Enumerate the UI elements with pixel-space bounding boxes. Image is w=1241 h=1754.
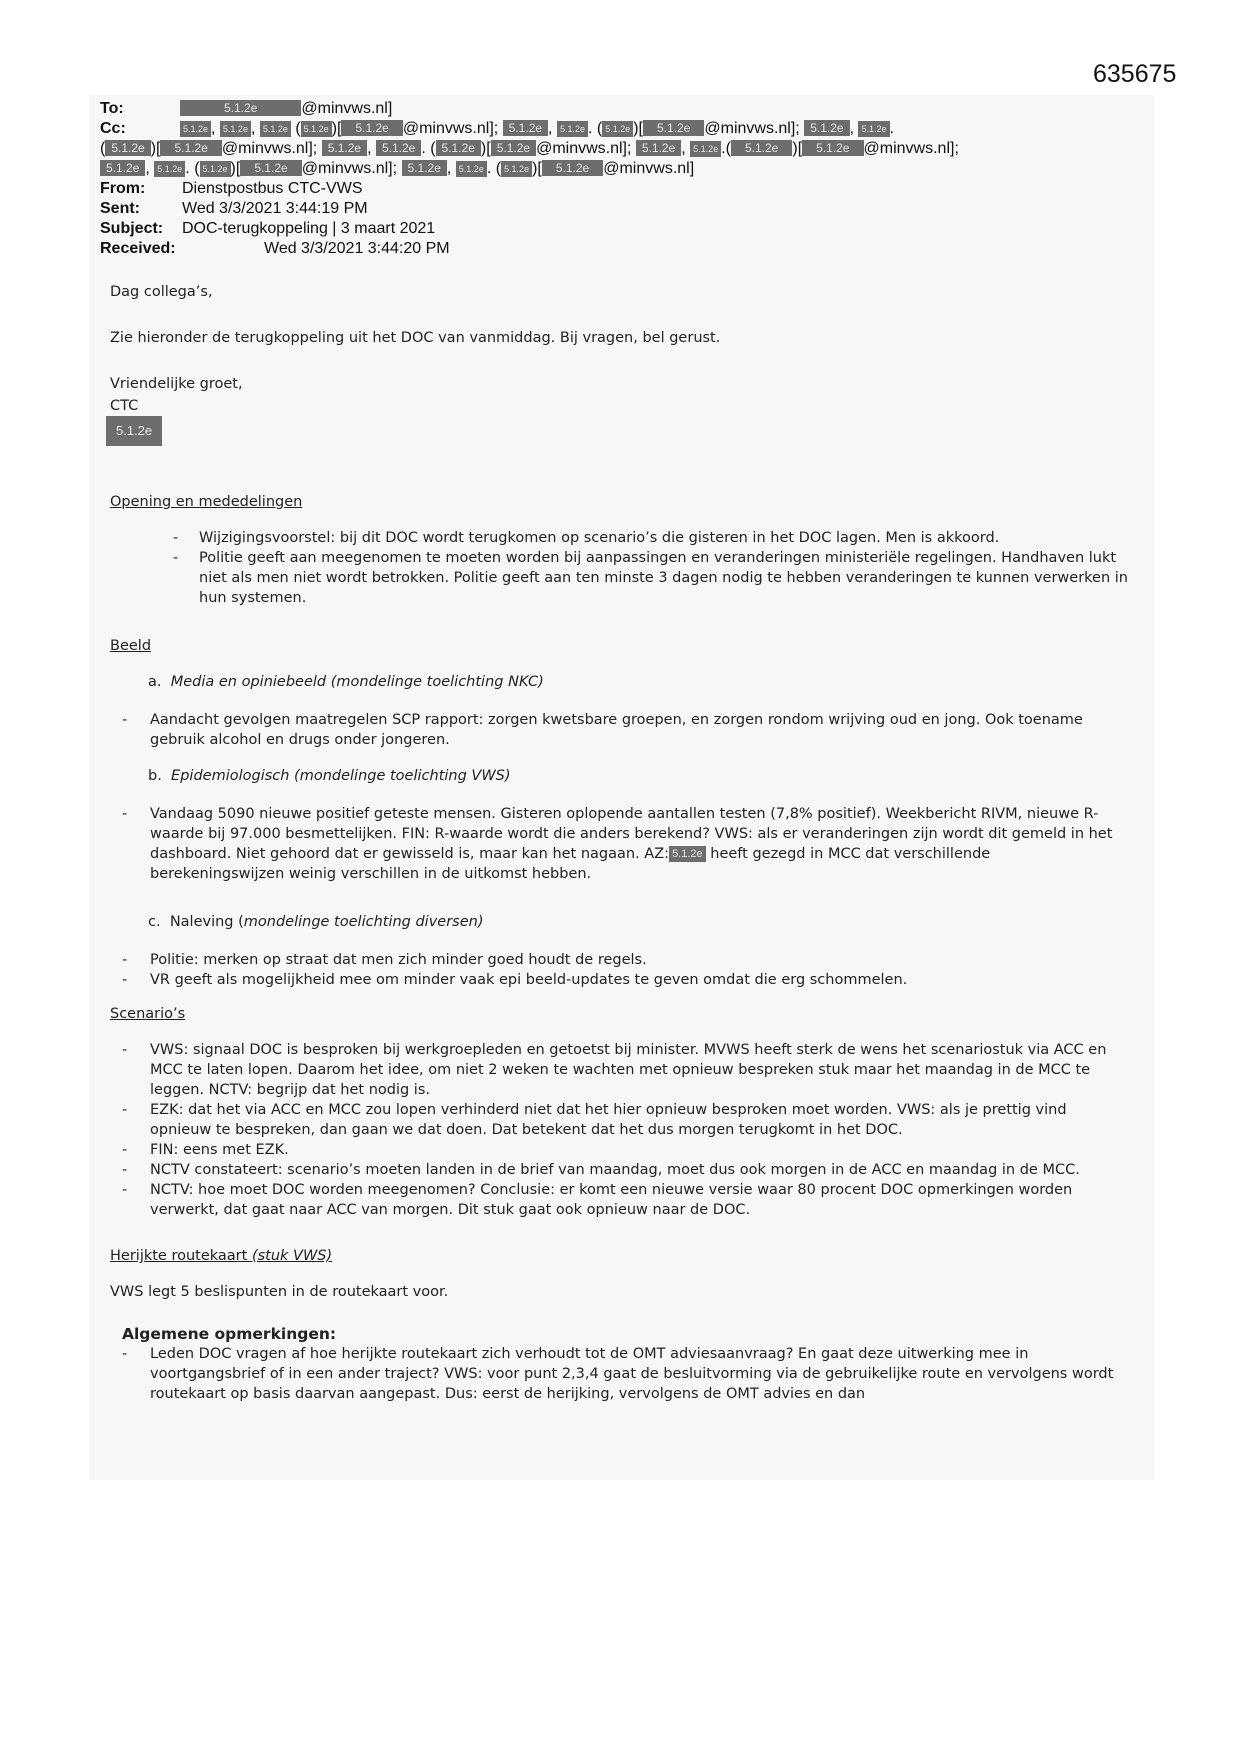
sent-line xyxy=(100,199,368,219)
redaction: 5.1.2e xyxy=(804,120,849,136)
opening-list xyxy=(173,528,1133,608)
redaction: 5.1.2e xyxy=(557,121,588,137)
redaction: 5.1.2e xyxy=(643,120,704,136)
received-label: Received: xyxy=(100,240,176,257)
redaction: 5.1.2e xyxy=(322,140,367,156)
routekaart-title-italic: (stuk VWS) xyxy=(251,1248,333,1264)
subsection-a-label: a. xyxy=(148,674,162,690)
section-title-scenarios: Scenario’s xyxy=(110,1006,186,1022)
received-value: Wed 3/3/2021 3:44:20 PM xyxy=(264,240,450,257)
redaction: 5.1.2e xyxy=(160,140,221,156)
subsection-c xyxy=(148,912,484,932)
subsection-b xyxy=(148,766,511,786)
cc-domain: @minvws.nl]; xyxy=(863,140,959,157)
list-item: - VWS: signaal DOC is besproken bij werkgroepleden en getoetst bij minister. MVWS heeft sterk de wens het scenariostuk via ACC en MCC te laten lopen. Daarom het idee, om niet 2 weken te wachten met opnieuw bespreken stuk maar het maandag in de MCC te leggen. NCTV: begrijp dat het nodig is. xyxy=(122,1040,1122,1100)
list-item: - VR geeft als mogelijkheid mee om minder vaak epi beeld-updates te geven omdat die erg schommelen. xyxy=(122,970,1122,990)
redaction: 5.1.2e xyxy=(376,140,421,156)
beeld-b-list xyxy=(122,804,1122,884)
epi-text-2: heeft gezegd in MCC dat verschillende berekeningswijzen weinig verschillen in de uitkomst hebben. xyxy=(150,846,991,882)
remarks-list xyxy=(122,1344,1122,1404)
cc-label: Cc: xyxy=(100,120,126,137)
document-number: 635675 xyxy=(1093,60,1177,88)
section-title-opening: Opening en mededelingen xyxy=(110,494,303,510)
subsection-a-title: Media en opiniebeeld (mondelinge toelichting NKC) xyxy=(170,674,544,690)
redaction: 5.1.2e xyxy=(542,160,603,176)
list-item: - EZK: dat het via ACC en MCC zou lopen verhinderd niet dat het hier opnieuw besproken moet worden. VWS: als je prettig vind opnieuw te bespreken, dan gaan we dat doen. Dat betekent dat het dus morgen terugkomt in het DOC. xyxy=(122,1100,1122,1140)
list-item: - Politie: merken op straat dat men zich minder goed houdt de regels. xyxy=(122,950,1122,970)
cc-line-1: Cc: 5.1.2e , 5.1.2e , 5.1.2e ( 5.1.2e )[ 5.1.2e @minvws.nl]; 5.1.2e , 5.1.2e . ( 5.1.2e )[ 5.1.2e @minvws.nl]; 5.1.2e , 5.1.2e . xyxy=(100,120,894,137)
subsection-b-label: b. xyxy=(148,768,162,784)
redaction: 5.1.2e xyxy=(106,416,162,446)
epi-text-1: Vandaag 5090 nieuwe positief geteste mensen. Gisteren oplopende aantallen testen (7,8% positief). Weekbericht RIVM, nieuwe R-waarde bij 97.000 besmettelijken. FIN: R-waarde wordt die anders berekend? VWS: als er veranderingen zijn wordt dit gemeld in het dashboard. Niet gehoord dat er gewisseld is, maar kan het nagaan. AZ: xyxy=(150,806,1113,862)
sender-org: CTC xyxy=(110,398,139,414)
closing: Vriendelijke groet, xyxy=(110,376,243,392)
cc-line-2: ( 5.1.2e )[ 5.1.2e @minvws.nl]; 5.1.2e , 5.1.2e . ( 5.1.2e )[ 5.1.2e @minvws.nl]; 5.1.2e , 5.1.2e .( 5.1.2e )[ 5.1.2e @minvws.nl]; xyxy=(100,140,959,157)
redaction: 5.1.2e xyxy=(220,121,251,137)
section-title-beeld: Beeld xyxy=(110,638,152,654)
cc-domain: @minvws.nl]; xyxy=(704,120,800,137)
subsection-c-title-italic: mondelinge toelichting diversen) xyxy=(243,914,484,930)
cc-domain: @minvws.nl]; xyxy=(221,140,318,157)
redaction: 5.1.2e xyxy=(731,140,792,156)
list-item xyxy=(122,804,1122,884)
redaction: 5.1.2e xyxy=(636,140,681,156)
beeld-c-list xyxy=(122,950,1122,990)
redaction: 5.1.2e xyxy=(105,140,150,156)
list-item: - Wijzigingsvoorstel: bij dit DOC wordt terugkomen op scenario’s die gisteren in het DOC lagen. Men is akkoord. xyxy=(173,528,1133,548)
redaction: 5.1.2e xyxy=(100,160,145,176)
redaction: 5.1.2e xyxy=(180,100,301,116)
redaction: 5.1.2e xyxy=(690,141,721,157)
section-title-routekaart xyxy=(110,1246,332,1266)
sent-value: Wed 3/3/2021 3:44:19 PM xyxy=(182,200,368,217)
redaction: 5.1.2e xyxy=(602,121,633,137)
cc-domain: @minvws.nl]; xyxy=(536,140,632,157)
subject-label: Subject: xyxy=(100,220,164,237)
redaction: 5.1.2e xyxy=(501,161,532,177)
list-item: - Aandacht gevolgen maatregelen SCP rapport: zorgen kwetsbare groepen, en zorgen rondom wrijving oud en jong. Ook toename gebruik alcohol en drugs onder jongeren. xyxy=(122,710,1122,750)
list-item: - FIN: eens met EZK. xyxy=(122,1140,1122,1160)
to-label: To: xyxy=(100,100,124,117)
redaction: 5.1.2e xyxy=(491,140,536,156)
subsection-c-label: c. xyxy=(148,914,161,930)
scanned-page-area xyxy=(89,95,1154,1480)
intro-text: Zie hieronder de terugkoppeling uit het DOC van vanmiddag. Bij vragen, bel gerust. xyxy=(110,330,721,346)
redaction: 5.1.2e xyxy=(858,121,889,137)
redaction: 5.1.2e xyxy=(240,160,301,176)
subsection-b-title: Epidemiologisch (mondelinge toelichting VWS) xyxy=(171,768,511,784)
from-line xyxy=(100,179,363,199)
from-label: From: xyxy=(100,180,146,197)
redaction: 5.1.2e xyxy=(802,140,863,156)
list-item: - Leden DOC vragen af hoe herijkte routekaart zich verhoudt tot de OMT adviesaanvraag? En gaat deze uitwerking mee in voortgangsbrief of in een ander traject? VWS: voor punt 2,3,4 gaat de besluitvorming via de gebruikelijke route en vervolgens wordt routekaart op basis daarvan aangepast. Dus: eerst de herijking, vervolgens de OMT advies en dan xyxy=(122,1344,1122,1404)
scenarios-list xyxy=(122,1040,1122,1220)
remarks-title: Algemene opmerkingen: xyxy=(122,1325,337,1343)
redaction: 5.1.2e xyxy=(180,121,211,137)
cc-line-3: 5.1.2e , 5.1.2e . ( 5.1.2e )[ 5.1.2e @minvws.nl]; 5.1.2e , 5.1.2e . ( 5.1.2e )[ 5.1.2e @minvws.nl] xyxy=(100,159,694,179)
to-line xyxy=(100,99,392,119)
redaction: 5.1.2e xyxy=(301,121,332,137)
list-item: - Politie geeft aan meegenomen te moeten worden bij aanpassingen en veranderingen ministeriële regelingen. Handhaven lukt niet als men niet wordt betrokken. Politie geeft aan ten minste 3 dagen nodig te hebben veranderingen te kunnen verwerken in hun systemen. xyxy=(173,548,1133,608)
cc-domain: @minvws.nl]; xyxy=(402,120,499,137)
beeld-a-list xyxy=(122,710,1122,750)
redaction: 5.1.2e xyxy=(200,161,231,177)
to-domain: @minvws.nl] xyxy=(301,100,393,117)
subsection-a xyxy=(148,672,544,692)
subject-value: DOC-terugkoppeling | 3 maart 2021 xyxy=(182,220,436,237)
list-item: - NCTV: hoe moet DOC worden meegenomen? Conclusie: er komt een nieuwe versie waar 80 procent DOC opmerkingen worden verwerkt, dat gaat naar ACC van morgen. Dit stuk gaat ook opnieuw naar de DOC. xyxy=(122,1180,1122,1220)
redaction: 5.1.2e xyxy=(669,846,706,862)
redaction: 5.1.2e xyxy=(341,120,402,136)
routekaart-title: Herijkte routekaart xyxy=(110,1248,252,1264)
subsection-c-title: Naleving ( xyxy=(169,914,244,930)
redaction: 5.1.2e xyxy=(402,160,447,176)
routekaart-intro: VWS legt 5 beslispunten in de routekaart voor. xyxy=(110,1284,449,1300)
redaction: 5.1.2e xyxy=(456,161,487,177)
list-item: - NCTV constateert: scenario’s moeten landen in de brief van maandag, moet dus ook morgen in de ACC en maandag in de MCC. xyxy=(122,1160,1122,1180)
redaction: 5.1.2e xyxy=(436,140,481,156)
redaction: 5.1.2e xyxy=(154,161,185,177)
signature-redaction xyxy=(106,416,162,446)
redaction: 5.1.2e xyxy=(260,121,291,137)
sent-label: Sent: xyxy=(100,200,140,217)
greeting: Dag collega’s, xyxy=(110,284,213,300)
received-line xyxy=(100,239,450,259)
from-value: Dienstpostbus CTC-VWS xyxy=(182,180,363,197)
cc-domain: @minvws.nl] xyxy=(603,160,695,177)
cc-domain: @minvws.nl]; xyxy=(301,160,398,177)
subject-line xyxy=(100,219,435,239)
redaction: 5.1.2e xyxy=(503,120,548,136)
